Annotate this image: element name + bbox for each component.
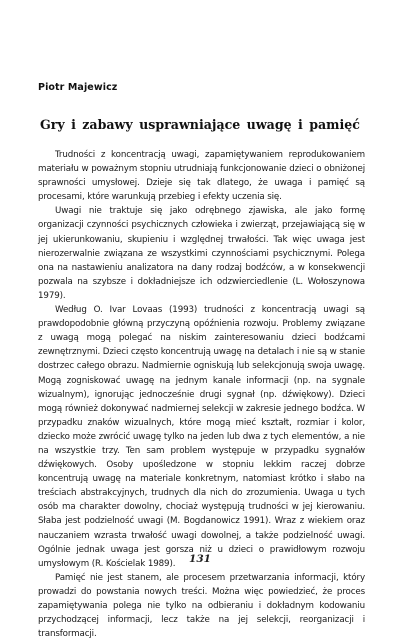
article-title: Gry i zabawy usprawniające uwagę i pamięć — [40, 117, 360, 132]
author-name: Piotr Majewicz — [38, 82, 118, 93]
article-body — [38, 148, 365, 641]
paragraph: Według O. Ivar Lovaas (1993) trudności z koncentracją uwagi są prawdopodobnie główną przyczyną opóźnienia rozwoju. Problemy związane z uwagą mogą polegać na niskim zainteresowaniu dzieci bodźcami zewnętrznymi. Dzieci często koncentrują uwagę na detalach i nie są w stanie dostrzec całego obrazu. Nadmiernie ogniskują lub selekcjonują swoja uwagę. Mogą zogniskować uwagę na jednym kanale informacji (np. na sygnale wizualnym), ignorując jednocześnie drugi sygnał (np. dźwiękowy). Dzieci mogą również dokonywać nadmiernej selekcji w zakresie jednego bodźca. W przypadku znaków wizualnych, które mogą mieć kształt, rozmiar i kolor, dziecko może zwrócić uwagę tylko na jeden lub dwa z tych elementów, a nie na wszystkie trzy. Ten sam problem występuje w przypadku sygnałów dźwiękowych. Osoby upośledzone w stopniu lekkim raczej dobrze koncentrują uwagę na materiale konkretnym, natomiast krótko i słabo na treściach abstrakcyjnych, trudnych dla nich do zrozumienia. Uwaga u tych osób ma charakter dowolny, chociaż występują trudności w jej kierowaniu. Słaba jest podzielność uwagi (M. Bogdanowicz 1991). Wraz z wiekiem oraz nauczaniem wzrasta trwałość uwagi dowolnej, a także podzielność uwagi. Ogólnie jednak uwaga jest gorsza niż u dzieci o prawidłowym rozwoju umysłowym (R. Kościelak 1989). — [38, 305, 365, 569]
paragraph: Pamięć nie jest stanem, ale procesem przetwarzania informacji, który prowadzi do powstania nowych treści. Można więc powiedzieć, że proces zapamiętywania polega nie tylko na odbieraniu i dokładnym kodowaniu przychodzącej informacji, lecz także na jej selekcji, reorganizacji i transformacji. — [38, 572, 365, 640]
page-number: 131 — [189, 553, 211, 565]
paragraph: Trudności z koncentracją uwagi, zapamiętywaniem reprodukowaniem materiału w poważnym stopniu utrudniają funkcjonowanie dzieci o obniżonej sprawności umysłowej. Dzieje się tak dlatego, że uwaga i pamięć są procesami, które warunkują przebieg i efekty uczenia się. — [38, 150, 365, 203]
paragraph: Uwagi nie traktuje się jako odrębnego zjawiska, ale jako formę organizacji czynności psychicznych człowieka i zwierząt, przejawiającą się w jej ukierunkowaniu, skupieniu i względnej trwałości. Tak więc uwaga jest nierozerwalnie związana ze wszystkimi czynnościami psychicznymi. Polega ona na nastawieniu analizatora na dany rodzaj bodźców, a w konsekwencji pozwala na szybsze i dokładniejsze ich odzwierciedlenie (L. Wołoszynowa 1979). — [38, 206, 365, 301]
